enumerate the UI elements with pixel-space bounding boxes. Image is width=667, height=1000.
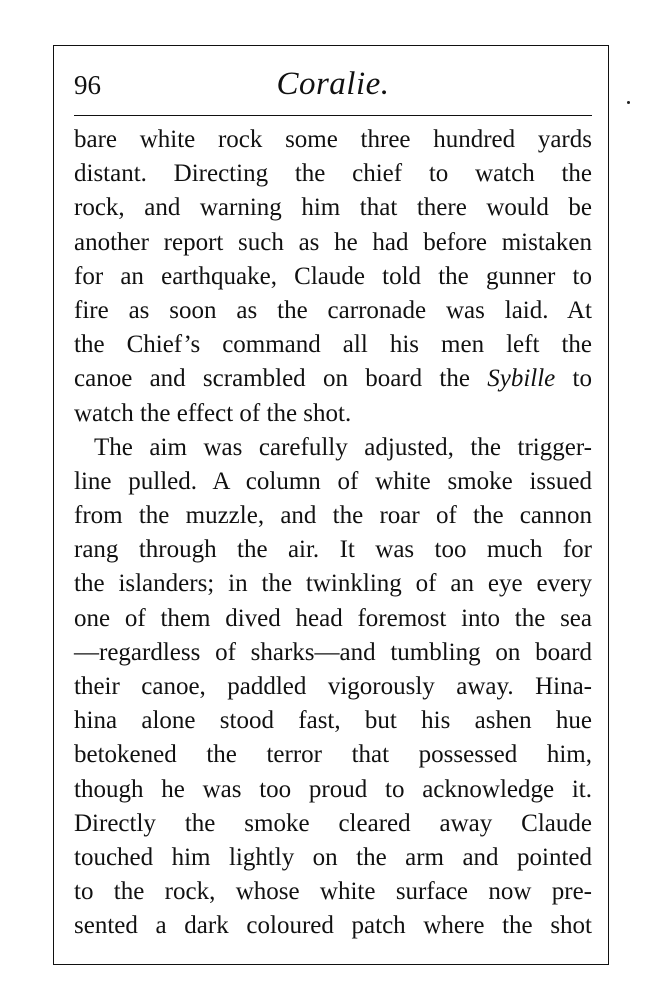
text-line: though he was too proud to acknowledge it.	[74, 775, 592, 803]
text-line: bare white rock some three hundred yards	[74, 126, 592, 153]
text-line: distant. Directing the chief to watch the	[74, 160, 592, 188]
text-line: from the muzzle, and the roar of the cannon	[74, 502, 592, 530]
text-line: rang through the air. It was too much for	[74, 536, 592, 564]
text-segment: canoe and scrambled on board the	[74, 365, 488, 393]
paragraph-start-line: The aim was carefully adjusted, the trigger-	[94, 433, 592, 461]
text-line: to the rock, whose white surface now pre-	[74, 878, 592, 906]
text-line: the islanders; in the twinkling of an eye every	[74, 570, 592, 598]
header-rule	[74, 115, 592, 116]
running-title: Coralie.	[276, 66, 390, 102]
text-line: the Chief’s command all his men left the	[74, 331, 592, 359]
text-line: line pulled. A column of white smoke issued	[74, 467, 592, 495]
text-line: —regardless of sharks—and tumbling on board	[74, 638, 592, 666]
text-line: another report such as he had before mistaken	[74, 228, 592, 256]
text-line: touched him lightly on the arm and pointed	[74, 843, 592, 871]
text-line: sented a dark coloured patch where the shot	[74, 912, 592, 940]
page-number: 96	[74, 70, 101, 100]
text-line: Directly the smoke cleared away Claude	[74, 809, 592, 837]
body-text	[74, 123, 592, 944]
text-line: fire as soon as the carronade was laid. At	[74, 296, 592, 324]
text-line: rock, and warning him that there would be	[74, 194, 592, 222]
ship-name: Sybille	[487, 365, 556, 393]
text-line: their canoe, paddled vigorously away. Hina-	[74, 673, 592, 700]
text-line: watch the effect of the shot.	[74, 399, 352, 427]
text-line: for an earthquake, Claude told the gunner to	[74, 262, 592, 290]
page-header	[74, 64, 592, 108]
text-line: hina alone stood fast, but his ashen hue	[74, 707, 592, 735]
text-line: betokened the terror that possessed him,	[74, 741, 592, 769]
text-line	[74, 362, 592, 396]
text-segment: to	[555, 365, 592, 393]
text-line: one of them dived head foremost into the sea	[74, 604, 592, 632]
stray-ink-mark	[627, 101, 630, 104]
